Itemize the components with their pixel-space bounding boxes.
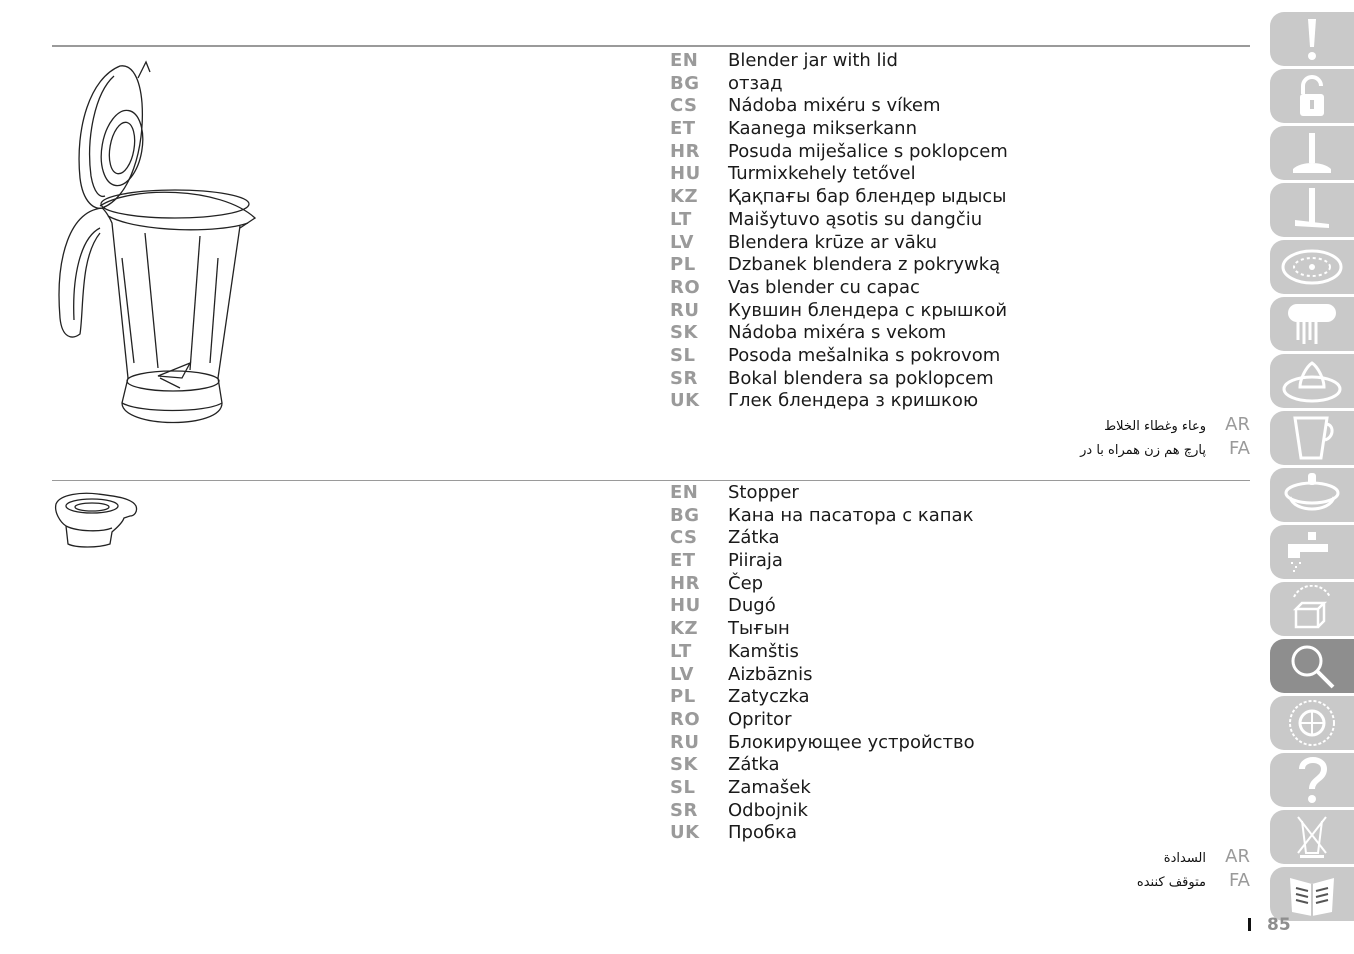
label-text: Maišytuvo ąsotis su dangčiu	[728, 208, 983, 230]
label-row	[670, 482, 1250, 505]
tab-citrus-press[interactable]	[1270, 354, 1354, 408]
label-text: Blender jar with lid	[728, 50, 898, 71]
label-row	[670, 822, 1250, 845]
language-code: KZ	[670, 186, 698, 208]
label-text: Turmixkehely tetővel	[728, 163, 916, 185]
label-text: Aizbāznis	[728, 663, 813, 685]
label-text: Čep	[728, 572, 764, 594]
rtl-label-row	[670, 437, 1250, 461]
label-row	[670, 709, 1250, 732]
language-code: HR	[670, 140, 700, 162]
label-text: متوقف کننده	[1136, 874, 1206, 890]
language-code: LV	[670, 231, 694, 253]
citrus-press-icon	[1280, 357, 1344, 405]
tab-storage[interactable]	[1270, 582, 1354, 636]
label-row	[670, 95, 1250, 118]
label-text: Zátka	[728, 754, 780, 776]
label-text: Vas blender cu capac	[728, 276, 920, 298]
page-marker	[1248, 918, 1251, 931]
label-text: Odbojnik	[728, 799, 808, 821]
label-text: وعاء وغطاء الخلاط	[1104, 419, 1206, 434]
language-code: AR	[1225, 846, 1250, 867]
language-code: LT	[670, 208, 692, 230]
label-row	[670, 573, 1250, 596]
recycle-bin-icon	[1292, 813, 1332, 861]
label-text: Dugó	[728, 595, 776, 617]
page-number	[1248, 915, 1291, 935]
language-code: RO	[670, 708, 701, 730]
stopper-illustration	[52, 490, 142, 550]
section-tabs	[1270, 12, 1354, 924]
label-row	[670, 732, 1250, 755]
label-text: Nádoba mixéra s vekom	[728, 322, 947, 344]
label-row	[670, 390, 1250, 413]
disc-icon	[1280, 247, 1344, 287]
label-text: پارچ هم زن همراه با در	[1080, 442, 1206, 458]
tab-faq[interactable]	[1270, 753, 1354, 807]
label-text: Кана на пасатора с капак	[728, 504, 974, 526]
language-code: BG	[670, 72, 700, 94]
language-code: KZ	[670, 618, 698, 640]
tab-environment[interactable]	[1270, 810, 1354, 864]
blade-icon	[1287, 129, 1337, 177]
label-row	[670, 232, 1250, 255]
tab-overview[interactable]	[1270, 639, 1354, 693]
label-text: Zátka	[728, 527, 780, 549]
language-code: RU	[670, 299, 700, 321]
label-row	[670, 186, 1250, 209]
tab-safety[interactable]	[1270, 69, 1354, 123]
tab-important[interactable]	[1270, 12, 1354, 66]
storage-box-icon	[1284, 585, 1340, 633]
label-row	[670, 163, 1250, 186]
label-text: Глек блендера з кришкою	[728, 390, 979, 412]
stopper-labels	[670, 482, 1250, 892]
label-text: Kaanega mikserkann	[728, 118, 917, 140]
label-text: Қақпағы бар блендер ыдысы	[728, 186, 1007, 208]
language-code: HU	[670, 595, 701, 617]
language-code: LT	[670, 640, 692, 662]
label-row	[670, 254, 1250, 277]
language-code: SK	[670, 322, 698, 344]
tab-cleaning[interactable]	[1270, 525, 1354, 579]
label-text: отзад	[728, 72, 783, 94]
language-code: EN	[670, 482, 699, 503]
label-text: Тығын	[728, 618, 790, 640]
tab-disc[interactable]	[1270, 240, 1354, 294]
label-text: Bokal blendera sa poklopcem	[728, 367, 994, 389]
language-code: CS	[670, 527, 698, 549]
label-row	[670, 300, 1250, 323]
rtl-label-row	[670, 869, 1250, 893]
label-row	[670, 345, 1250, 368]
label-text: Stopper	[728, 482, 799, 503]
globe-icon	[1284, 698, 1340, 748]
label-row	[670, 527, 1250, 550]
label-text: Zamašek	[728, 776, 811, 798]
tab-mixer[interactable]	[1270, 297, 1354, 351]
tap-icon	[1284, 528, 1340, 576]
label-text: السدادة	[1163, 851, 1206, 866]
tab-guarantee[interactable]	[1270, 696, 1354, 750]
language-code: ET	[670, 550, 696, 572]
label-text: Piiraja	[728, 550, 783, 572]
padlock-icon	[1292, 72, 1332, 120]
exclamation-icon	[1292, 15, 1332, 63]
language-code: SK	[670, 754, 698, 776]
language-code: RU	[670, 731, 700, 753]
language-code: SR	[670, 367, 698, 389]
label-row	[670, 322, 1250, 345]
label-row	[670, 800, 1250, 823]
mixer-icon	[1284, 300, 1340, 348]
label-row	[670, 505, 1250, 528]
label-row	[670, 754, 1250, 777]
food-processor-icon	[1280, 471, 1344, 519]
language-code: SL	[670, 344, 696, 366]
magnifier-icon	[1287, 641, 1337, 691]
label-text: Posuda miješalice s poklopcem	[728, 140, 1008, 162]
question-mark-icon	[1292, 755, 1332, 805]
label-text: Dzbanek blendera z pokrywką	[728, 254, 1001, 276]
language-code: SR	[670, 799, 698, 821]
label-row	[670, 118, 1250, 141]
label-row	[670, 664, 1250, 687]
section-divider	[52, 480, 1250, 481]
language-code: PL	[670, 254, 696, 276]
language-code: HU	[670, 163, 701, 185]
tab-blade[interactable]	[1270, 126, 1354, 180]
language-code: SL	[670, 776, 696, 798]
blender-jar-illustration	[50, 58, 265, 433]
language-code: UK	[670, 822, 700, 844]
label-row	[670, 777, 1250, 800]
tab-manual[interactable]	[1270, 867, 1354, 921]
language-code: ET	[670, 118, 696, 140]
label-row	[670, 368, 1250, 391]
language-code: PL	[670, 686, 696, 708]
language-code: FA	[1228, 869, 1250, 891]
jar-labels	[670, 50, 1250, 460]
rtl-label-row	[670, 413, 1250, 437]
language-code: UK	[670, 390, 700, 412]
label-row	[670, 618, 1250, 641]
label-row	[670, 550, 1250, 573]
label-row	[670, 595, 1250, 618]
language-code: LV	[670, 663, 694, 685]
language-code: AR	[1225, 414, 1250, 435]
tab-blade-tall[interactable]	[1270, 183, 1354, 237]
label-text: Posoda mešalnika s pokrovom	[728, 344, 1001, 366]
top-divider	[52, 45, 1250, 47]
language-code: EN	[670, 50, 699, 71]
label-text: Opritor	[728, 708, 792, 730]
label-text: Kamštis	[728, 640, 799, 662]
language-code: FA	[1228, 437, 1250, 459]
label-row	[670, 50, 1250, 73]
label-text: Nádoba mixéru s víkem	[728, 95, 941, 117]
label-text: Пробка	[728, 822, 797, 844]
language-code: CS	[670, 95, 698, 117]
label-text: Zatyczka	[728, 686, 810, 708]
rtl-label-row	[670, 845, 1250, 869]
manual-book-icon	[1284, 870, 1340, 918]
tab-jug[interactable]	[1270, 411, 1354, 465]
language-code: RO	[670, 276, 701, 298]
label-row	[670, 73, 1250, 96]
label-text: Кувшин блендера с крышкой	[728, 299, 1008, 321]
label-row	[670, 641, 1250, 664]
label-row	[670, 277, 1250, 300]
label-row	[670, 209, 1250, 232]
label-row	[670, 141, 1250, 164]
label-text: Блокирующее устройство	[728, 731, 975, 753]
tab-food-processor[interactable]	[1270, 468, 1354, 522]
language-code: BG	[670, 504, 700, 526]
page-number-text: 85	[1267, 915, 1291, 935]
label-row	[670, 686, 1250, 709]
blade-tall-icon	[1287, 186, 1337, 234]
jug-icon	[1287, 414, 1337, 462]
language-code: HR	[670, 572, 700, 594]
label-text: Blendera krūze ar vāku	[728, 231, 938, 253]
